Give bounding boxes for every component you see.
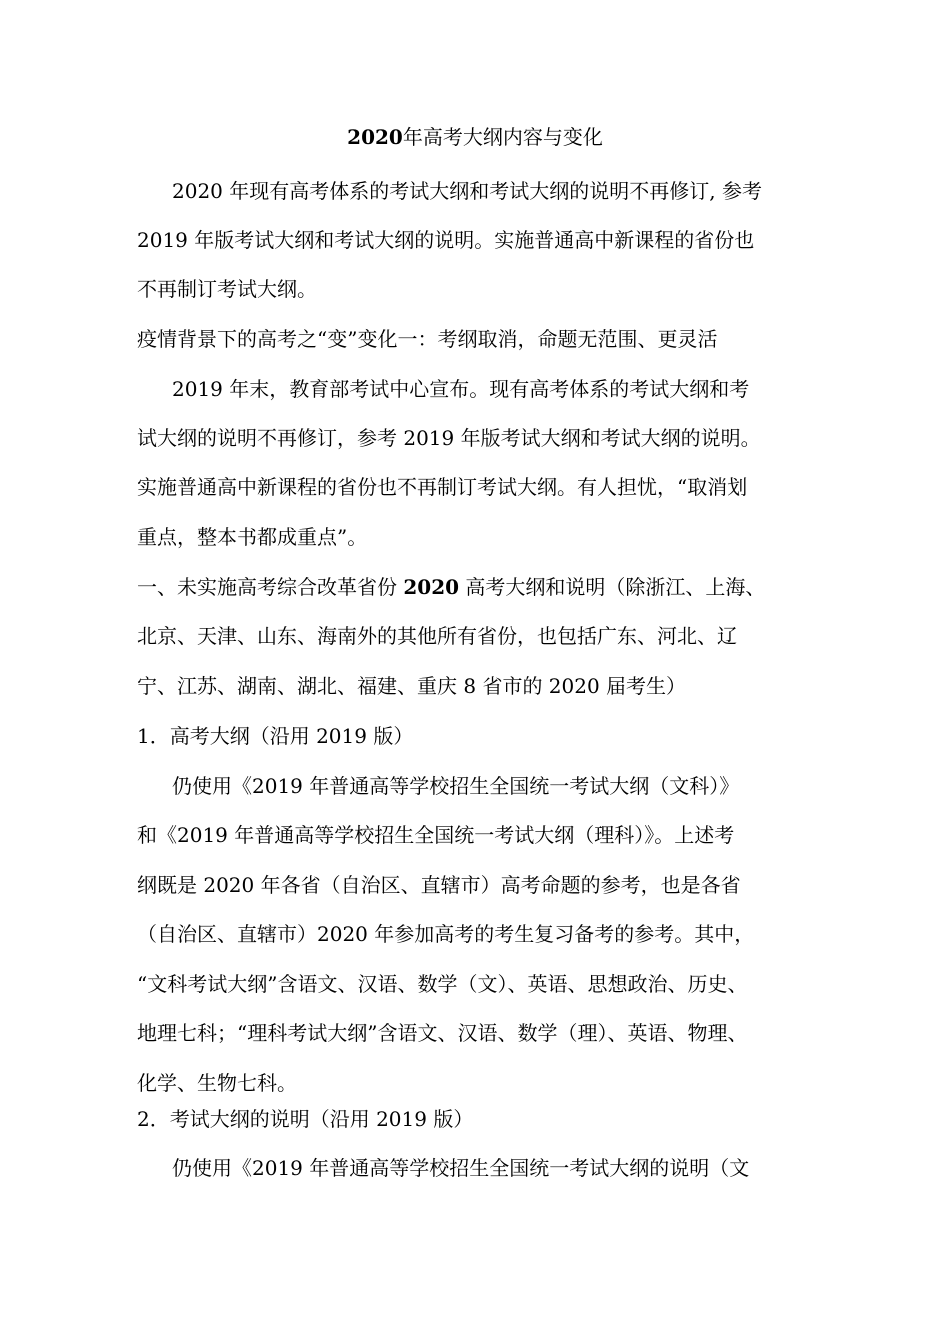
item-one-heading: 1．高考大纲（沿用 2019 版）	[137, 724, 414, 748]
item-one-line-4: （自治区、直辖市）2020 年参加高考的考生复习备考的参考。其中，	[137, 922, 755, 946]
item-one-line-1: 仍使用《2019 年普通高等学校招生全国统一考试大纲（文科）》	[172, 774, 740, 798]
change-one-heading: 疫情背景下的高考之“变”变化一：考纲取消，命题无范围、更灵活	[137, 327, 718, 351]
title-text: 年高考大纲内容与变化	[402, 125, 603, 149]
intro-line-3: 不再制订考试大纲。	[137, 277, 317, 301]
change-one-line-1: 2019 年末，教育部考试中心宣布。现有高考体系的考试大纲和考	[172, 377, 750, 401]
section-one-year: 2020	[403, 575, 460, 599]
section-one-heading	[137, 574, 765, 600]
change-one-line-3: 实施普通高中新课程的省份也不再制订考试大纲。有人担忧，“取消划	[137, 475, 748, 499]
section-one-rest: 高考大纲和说明（除浙江、上海、	[459, 575, 766, 599]
section-one-line-3: 宁、江苏、湖南、湖北、福建、重庆 8 省市的 2020 届考生）	[137, 674, 687, 698]
intro-line-2: 2019 年版考试大纲和考试大纲的说明。实施普通高中新课程的省份也	[137, 228, 755, 252]
item-one-line-5: “文科考试大纲”含语文、汉语、数学（文）、英语、思想政治、历史、	[137, 972, 748, 996]
item-two-heading: 2．考试大纲的说明（沿用 2019 版）	[137, 1107, 474, 1131]
title-year: 2020	[347, 125, 403, 149]
section-one-line-2: 北京、天津、山东、海南外的其他所有省份，也包括广东、河北、辽	[137, 624, 737, 648]
item-one-line-7: 化学、生物七科。	[137, 1071, 297, 1095]
item-one-line-6: 地理七科；“理科考试大纲”含语文、汉语、数学（理）、英语、物理、	[137, 1021, 748, 1045]
change-one-line-4: 重点，整本书都成重点”。	[137, 525, 368, 549]
item-one-line-2: 和《2019 年普通高等学校招生全国统一考试大纲（理科）》。上述考	[137, 823, 735, 847]
change-one-line-2: 试大纲的说明不再修订，参考 2019 年版考试大纲和考试大纲的说明。	[137, 426, 761, 450]
section-one-prefix: 一、未实施高考综合改革省份	[137, 575, 404, 599]
item-one-line-3: 纲既是 2020 年各省（自治区、直辖市）高考命题的参考，也是各省	[137, 873, 741, 897]
item-two-line-1: 仍使用《2019 年普通高等学校招生全国统一考试大纲的说明（文	[172, 1156, 750, 1180]
intro-line-1: 2020 年现有高考体系的考试大纲和考试大纲的说明不再修订, 参考	[172, 179, 762, 203]
document-title	[0, 124, 950, 150]
